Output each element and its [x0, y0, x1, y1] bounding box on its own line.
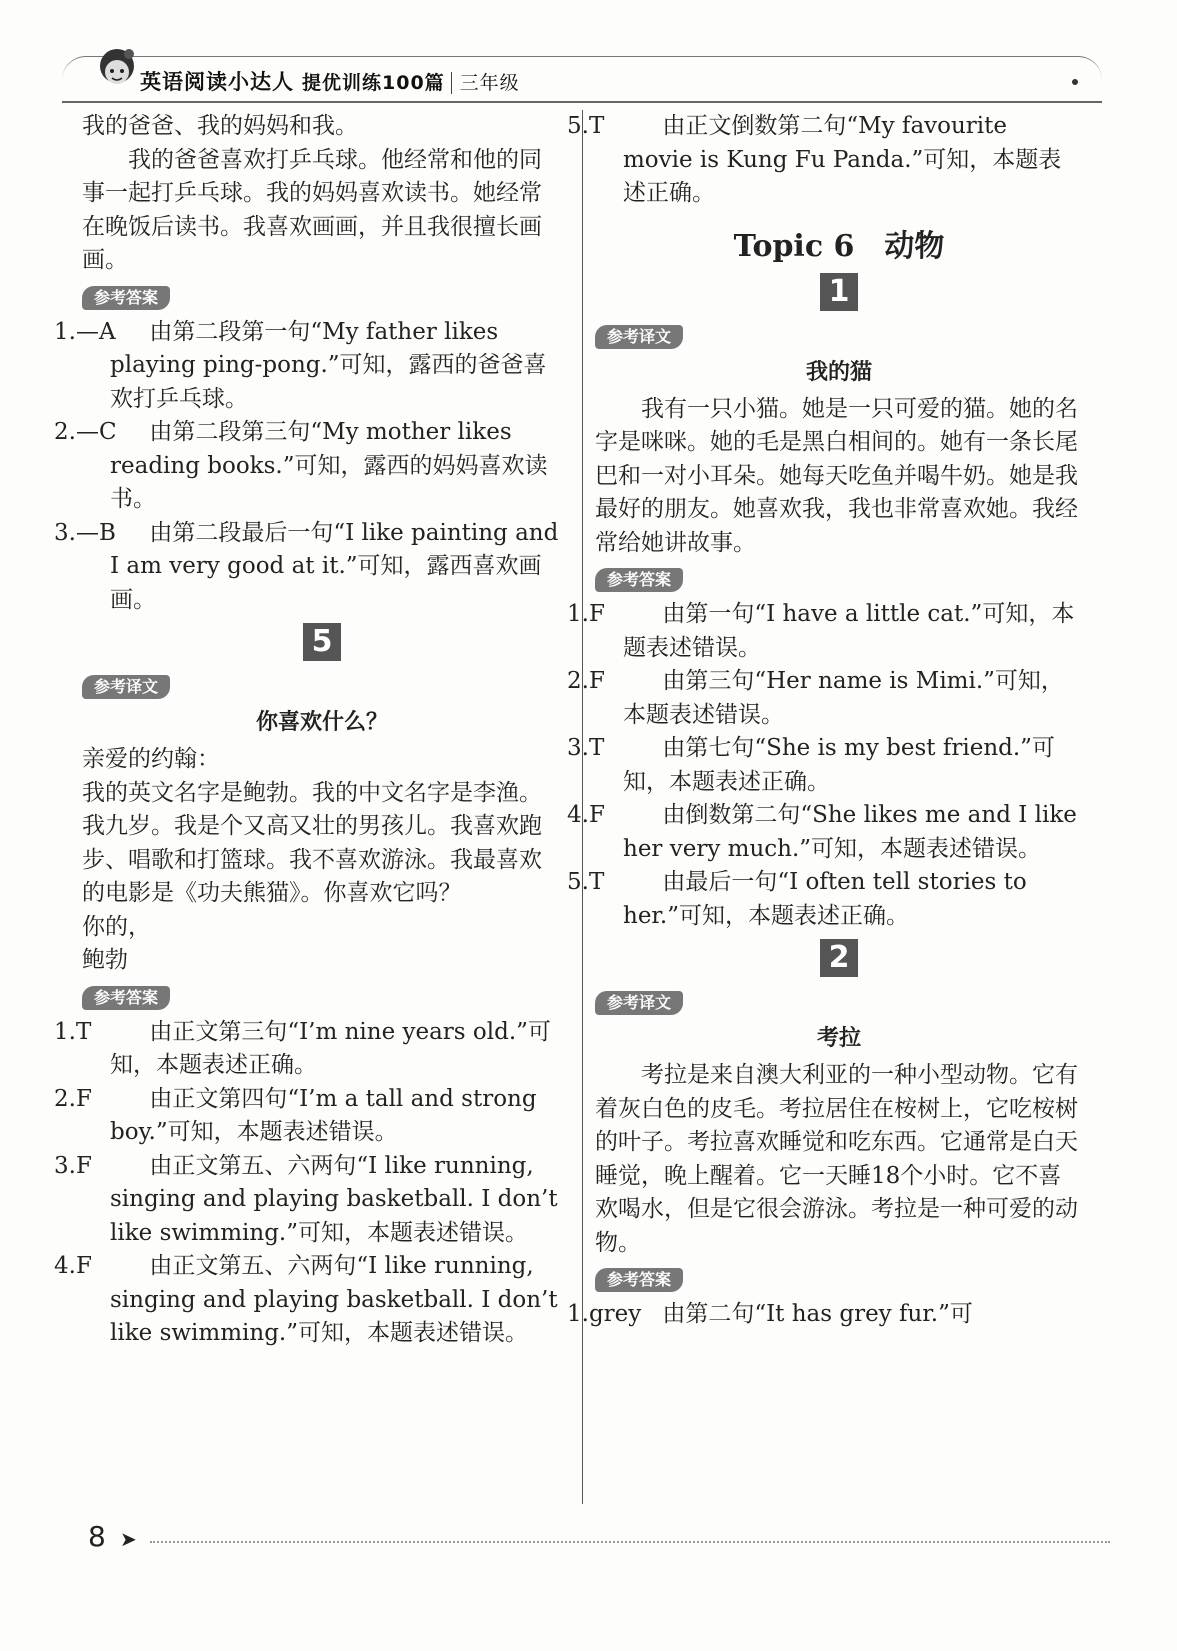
section-number-5: 5 [303, 623, 341, 661]
intro-tail: 我的爸爸、我的妈妈和我。 [82, 113, 358, 139]
answer-item: 1.grey 由第二句“It has grey fur.”可 [567, 1301, 973, 1327]
answers-tag: 参考答案 [82, 286, 170, 310]
passage-paragraph: 我有一只小猫。她是一只可爱的猫。她的名字是咪咪。她的毛是黑白相间的。她有一条长尾巴和一对小耳朵。她每天吃鱼并喝牛奶。她是我最好的朋友。她喜欢我，我也非常喜欢她。我经常给她讲故事。 [595, 395, 1078, 556]
answer-item: 1.F 由第一句“I have a little cat.”可知，本题表述错误。 [567, 601, 1075, 661]
passage-paragraph: 考拉是来自澳大利亚的一种小型动物。它有着灰白色的皮毛。考拉居住在桉树上，它吃桉树的叶子。考拉喜欢睡觉和吃东西。它通常是白天睡觉，晚上醒着。它一天睡18个小时。它不喜欢喝水，但是它很会游泳。考拉是一种可爱的动物。 [595, 1062, 1078, 1256]
answers-tag: 参考答案 [82, 986, 170, 1010]
answer-item: 1.T 由正文第三句“I’m nine years old.”可知，本题表述正确。 [54, 1018, 551, 1078]
answer-item: 5.T 由最后一句“I often tell stories to her.”可知，本题表述正确。 [567, 869, 1027, 929]
answer-item: 3.T 由第七句“She is my best friend.”可知，本题表述正确。 [567, 735, 1055, 795]
answers-tag: 参考答案 [595, 1268, 683, 1292]
topic-heading: Topic 6 动物 [733, 228, 945, 264]
passage-title: 你喜欢什么？ [255, 710, 388, 735]
page-number: 8 [88, 1520, 106, 1553]
footer-dotted-line [150, 1541, 1110, 1543]
letter-salutation: 亲爱的约翰： [82, 746, 220, 772]
girl-mascot-icon [93, 44, 141, 100]
header-dot [1072, 79, 1078, 85]
answer-item: 3.—B 由第二段最后一句“I like painting and I am very good at it.”可知，露西喜欢画画。 [54, 519, 559, 613]
arrow-right-icon: ➤ [120, 1527, 137, 1551]
answers-tag: 参考答案 [595, 568, 683, 592]
answer-item: 4.F 由正文第五、六两句“I like running, singing and playing basketball. I don’t like swimming.”可知，本题表述错误。 [54, 1253, 558, 1346]
section-number-2: 2 [820, 939, 858, 977]
answer-item: 2.F 由正文第四句“I’m a tall and strong boy.”可知，本题表述错误。 [54, 1085, 537, 1145]
letter-signature: 鲍勃 [82, 947, 128, 973]
letter-body: 我的英文名字是鲍勃。我的中文名字是李渔。我九岁。我是个又高又壮的男孩儿。我喜欢跑步、唱歌和打篮球。我不喜欢游泳。我最喜欢的电影是《功夫熊猫》。你喜欢它吗？ [82, 779, 542, 906]
translation-tag: 参考译文 [82, 675, 170, 699]
passage-title: 我的猫 [805, 359, 872, 385]
intro-paragraph: 我的爸爸喜欢打乒乓球。他经常和他的同事一起打乒乓球。我的妈妈喜欢读书。她经常在晚饭后读书。我喜欢画画，并且我很擅长画画。 [82, 146, 542, 273]
answer-item: 1.—A 由第二段第一句“My father likes playing ping-pong.”可知，露西的爸爸喜欢打乒乓球。 [54, 318, 547, 412]
passage-title: 考拉 [816, 1026, 861, 1051]
header-brand: 英语阅读小达人 提优训练100篇 三年级 [140, 70, 520, 94]
right-column [567, 110, 1083, 1332]
left-column [54, 110, 562, 1351]
answer-item: 4.F 由倒数第二句“She likes me and I like her very much.”可知，本题表述错误。 [567, 802, 1077, 862]
answer-item: 2.F 由第三句“Her name is Mimi.”可知，本题表述错误。 [567, 668, 1064, 728]
letter-closing: 你的， [82, 913, 151, 940]
translation-tag: 参考译文 [595, 325, 683, 349]
answer-item: 3.F 由正文第五、六两句“I like running, singing and playing basketball. I don’t like swimming.”可知，本题表述错误。 [54, 1152, 558, 1246]
translation-tag: 参考译文 [595, 991, 683, 1015]
section-number-1: 1 [820, 273, 858, 311]
answer-item: 5.T 由正文倒数第二句“My favourite movie is Kung Fu Panda.”可知，本题表述正确。 [567, 113, 1062, 206]
answer-item: 2.—C 由第二段第三句“My mother likes reading books.”可知，露西的妈妈喜欢读书。 [54, 419, 548, 512]
